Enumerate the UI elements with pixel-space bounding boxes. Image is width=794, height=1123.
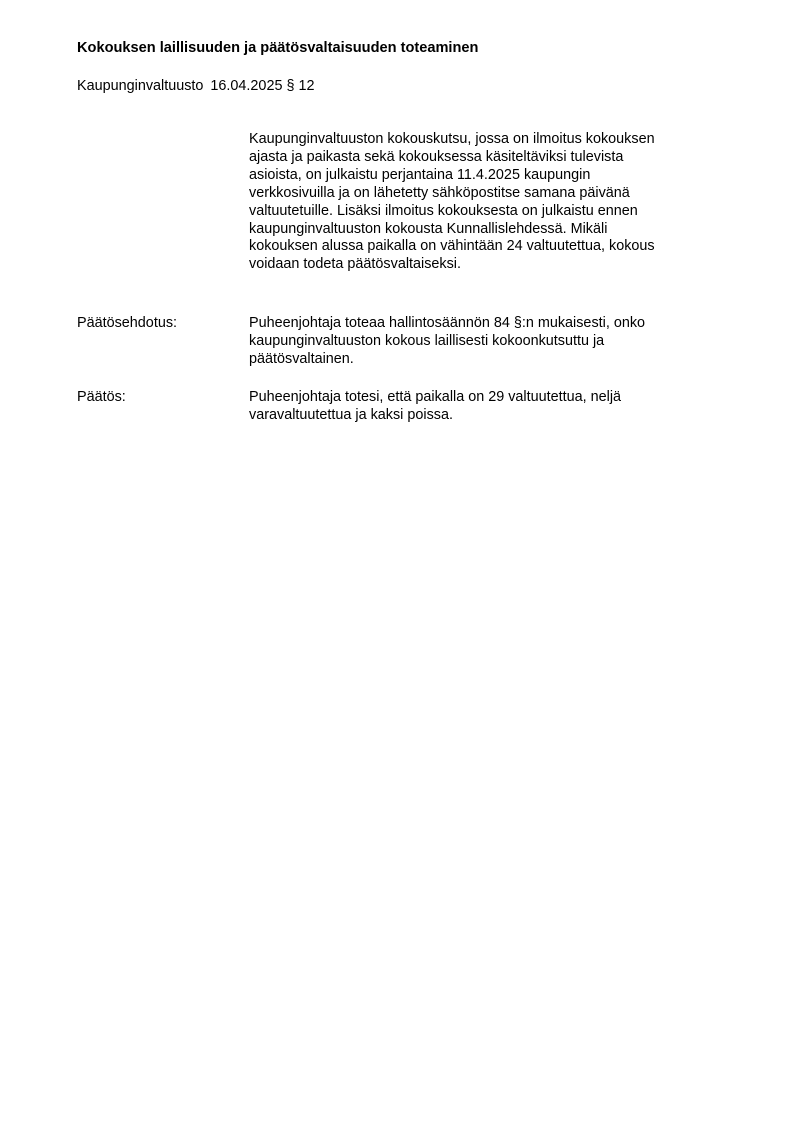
intro-line: ajasta ja paikasta sekä kokouksessa käsiteltäviksi tulevista: [249, 148, 624, 165]
intro-line: voidaan todeta päätösvaltaiseksi.: [249, 256, 462, 273]
proposal-text: [249, 315, 704, 369]
decision-line: varavaltuutettua ja kaksi poissa.: [249, 406, 453, 423]
intro-line: kokouksen alussa paikalla on vähintään 24 valtuutettua, kokous: [249, 238, 655, 255]
decision-text: [249, 389, 704, 425]
meeting-body: Kaupunginvaltuusto: [77, 78, 204, 94]
document-title: Kokouksen laillisuuden ja päätösvaltaisuuden toteaminen: [77, 40, 479, 56]
intro-line: verkkosivuilla ja on lähetetty sähköpostitse samana päivänä: [249, 184, 630, 201]
decision-label: Päätös:: [77, 389, 126, 405]
intro-line: valtuutetuille. Lisäksi ilmoitus kokouksesta on julkaistu ennen: [249, 202, 638, 219]
decision-line: Puheenjohtaja totesi, että paikalla on 29 valtuutettua, neljä: [249, 389, 622, 405]
proposal-line: Puheenjohtaja toteaa hallintosäännön 84 §:n mukaisesti, onko: [249, 315, 646, 331]
intro-line: Kaupunginvaltuuston kokouskutsu, jossa on ilmoitus kokouksen: [249, 131, 655, 147]
proposal-label: Päätösehdotus:: [77, 315, 178, 331]
intro-paragraph: [249, 131, 704, 274]
proposal-line: kaupunginvaltuuston kokous laillisesti kokoonkutsuttu ja: [249, 332, 605, 349]
proposal-line: päätösvaltainen.: [249, 350, 354, 367]
intro-line: asioista, on julkaistu perjantaina 11.4.2025 kaupungin: [249, 166, 591, 183]
intro-line: kaupunginvaltuuston kokousta Kunnallislehdessä. Mikäli: [249, 220, 608, 237]
meeting-date-section: 16.04.2025 § 12: [210, 78, 315, 94]
meeting-info: [77, 77, 314, 95]
